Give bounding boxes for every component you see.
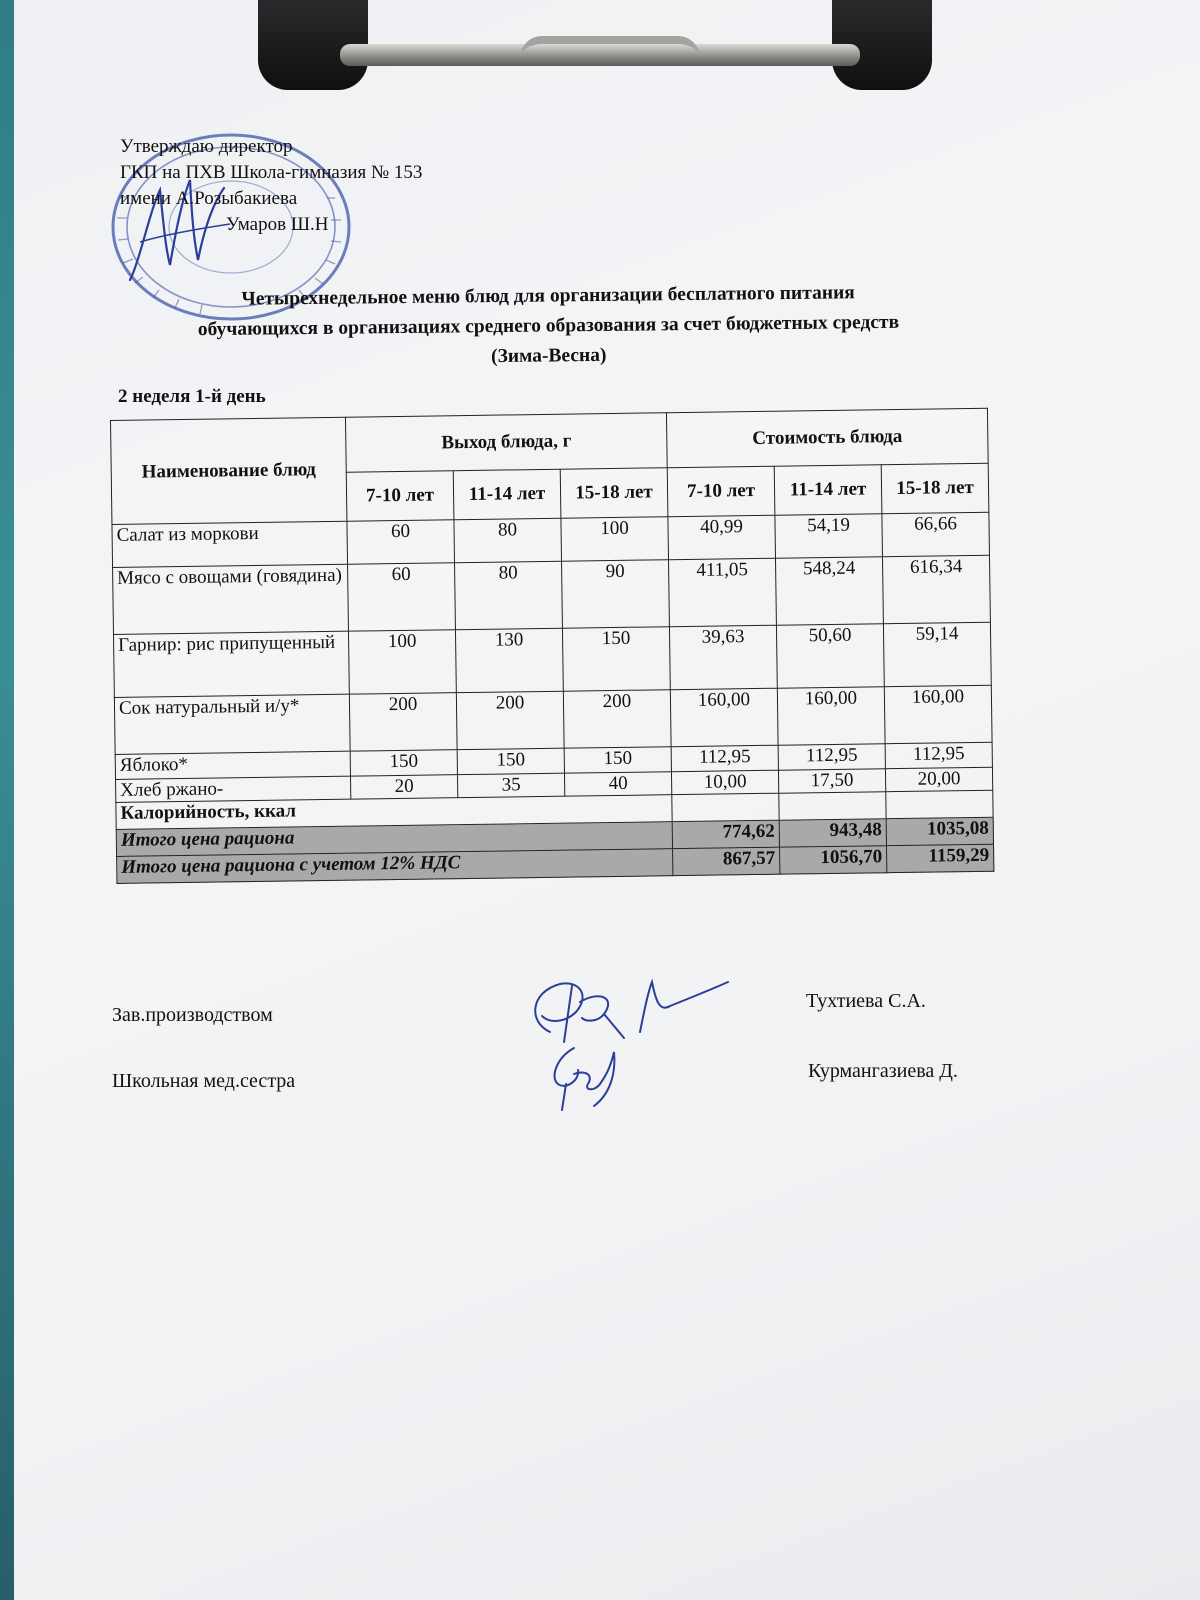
cost-cell: 66,66 <box>882 512 990 556</box>
cost-cell: 59,14 <box>883 622 991 686</box>
header-cost: Стоимость блюда <box>666 408 988 467</box>
total-cell: 1035,08 <box>886 817 993 845</box>
total-vat-cell: 1056,70 <box>780 846 887 874</box>
header-yield-age: 11-14 лет <box>453 469 561 519</box>
title-line-1: Четырехнедельное меню блюд для организации бесплатного питания <box>241 282 855 310</box>
nurse-name: Курмангазиева Д. <box>808 1060 958 1082</box>
yield-cell: 200 <box>349 693 457 751</box>
title-line-2: обучающихся в организациях среднего образования за счет бюджетных средств <box>197 311 900 341</box>
header-yield: Выход блюда, г <box>345 413 667 472</box>
cost-cell: 112,95 <box>778 744 885 770</box>
header-yield-age: 7-10 лет <box>346 471 454 521</box>
cost-cell: 40,99 <box>668 515 776 559</box>
yield-cell: 100 <box>348 630 456 694</box>
calories-cell <box>779 792 886 820</box>
title-line-3: (Зима-Весна) <box>490 344 607 368</box>
approval-line-1: Утверждаю директор <box>120 136 293 157</box>
dish-name: Хлеб ржано- <box>116 776 351 802</box>
cost-cell: 616,34 <box>882 555 990 623</box>
production-role: Зав.производством <box>112 1004 273 1026</box>
cost-cell: 548,24 <box>775 557 883 625</box>
yield-cell: 130 <box>455 628 563 692</box>
approval-line-4: Умаров Ш.Н <box>226 214 329 235</box>
total-vat-label: Итого цена рациона с учетом 12% НДС <box>117 849 673 884</box>
yield-cell: 150 <box>564 747 671 773</box>
yield-cell: 60 <box>347 520 455 564</box>
menu-table <box>110 408 994 884</box>
document-title <box>118 277 979 376</box>
dish-name: Яблоко* <box>115 751 350 779</box>
yield-cell: 90 <box>562 560 670 628</box>
yield-cell: 200 <box>563 690 671 748</box>
approval-block <box>120 134 422 238</box>
total-vat-cell: 867,57 <box>673 847 780 875</box>
production-signature <box>520 972 730 1052</box>
menu-table-wrap <box>110 408 994 884</box>
cost-cell: 20,00 <box>885 767 992 791</box>
cost-cell: 112,95 <box>885 742 992 768</box>
cost-cell: 39,63 <box>669 625 777 689</box>
header-cost-age: 15-18 лет <box>881 463 989 513</box>
dish-name: Гарнир: рис припущенный <box>113 631 349 697</box>
yield-cell: 150 <box>457 748 564 774</box>
total-cell: 943,48 <box>779 819 886 847</box>
yield-cell: 20 <box>350 775 457 799</box>
cost-cell: 411,05 <box>669 558 777 626</box>
dish-name: Салат из моркови <box>112 521 348 567</box>
yield-cell: 80 <box>454 518 562 562</box>
cost-cell: 10,00 <box>671 770 778 794</box>
cost-cell: 50,60 <box>776 624 884 688</box>
calories-cell <box>672 793 779 821</box>
cost-cell: 160,00 <box>670 688 778 746</box>
cost-cell: 160,00 <box>777 687 885 745</box>
yield-cell: 35 <box>457 773 564 797</box>
approval-line-3: имени А.Розыбакиева <box>120 188 298 209</box>
yield-cell: 100 <box>561 517 669 561</box>
total-cell: 774,62 <box>672 820 779 848</box>
table-row <box>113 555 991 634</box>
clipboard-clip-bend <box>520 36 700 58</box>
header-yield-age: 15-18 лет <box>560 468 668 518</box>
day-label: 2 неделя 1-й день <box>118 386 266 407</box>
nurse-signature <box>544 1044 624 1114</box>
total-vat-cell: 1159,29 <box>887 844 994 872</box>
yield-cell: 80 <box>455 561 563 629</box>
cost-cell: 54,19 <box>775 514 883 558</box>
cost-cell: 160,00 <box>884 685 992 743</box>
nurse-role: Школьная мед.сестра <box>112 1070 296 1092</box>
cost-cell: 112,95 <box>671 745 778 771</box>
header-cost-age: 11-14 лет <box>774 465 882 515</box>
production-name: Тухтиева С.А. <box>806 990 926 1012</box>
header-cost-age: 7-10 лет <box>667 466 775 516</box>
header-dish-name: Наименование блюд <box>111 417 347 524</box>
approval-line-2: ГКП на ПХВ Школа-гимназия № 153 <box>120 162 423 183</box>
yield-cell: 200 <box>456 691 564 749</box>
yield-cell: 150 <box>562 627 670 691</box>
yield-cell: 40 <box>564 772 671 796</box>
calories-label: Калорийность, ккал <box>116 795 672 830</box>
calories-cell <box>886 790 993 818</box>
yield-cell: 60 <box>348 563 456 631</box>
yield-cell: 150 <box>350 750 457 776</box>
total-label: Итого цена рациона <box>116 822 672 857</box>
dish-name: Мясо с овощами (говядина) <box>113 564 349 634</box>
cost-cell: 17,50 <box>778 769 885 793</box>
dish-name: Сок натуральный и/у* <box>114 694 350 754</box>
